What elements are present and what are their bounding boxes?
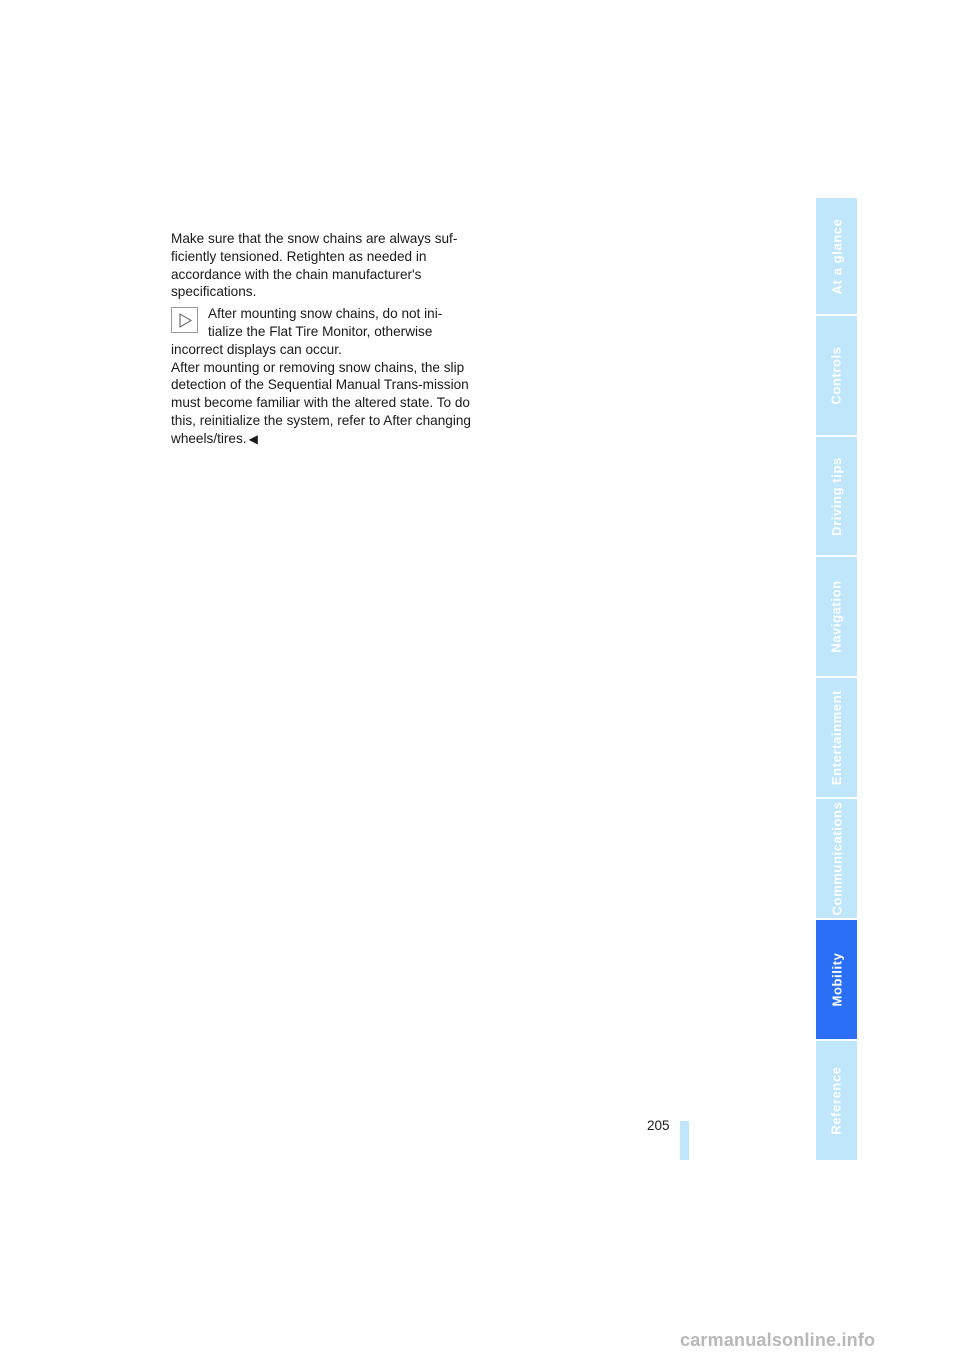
- caution-triangle-icon: [171, 307, 198, 333]
- page-number-bar: [680, 1121, 689, 1160]
- tab-reference[interactable]: [816, 1041, 857, 1160]
- tab-label: Communications: [829, 801, 845, 916]
- tab-label: At a glance: [829, 218, 844, 294]
- tab-label: Navigation: [829, 580, 844, 653]
- tab-driving-tips[interactable]: [816, 437, 857, 555]
- tab-communications[interactable]: [816, 799, 857, 918]
- tab-label: Driving tips: [829, 456, 844, 536]
- tab-label: Reference: [829, 1066, 844, 1135]
- chapter-tabs: [816, 198, 857, 1160]
- tab-mobility[interactable]: [816, 920, 857, 1039]
- notice-text-first: After mounting snow chains, do not ini-tialize the Flat Tire Monitor, otherwise: [208, 306, 443, 339]
- paragraph-slip-detection: [171, 359, 471, 449]
- tab-label: Controls: [829, 346, 844, 405]
- paragraph-snow-chain-tension: Make sure that the snow chains are always suf-ficiently tensioned. Retighten as needed in accordance with the chain manufacturer's specifications.: [171, 231, 458, 300]
- paragraph-slip-detection-text: After mounting or removing snow chains, the slip detection of the Sequential Manual Trans-mission must become familiar with the altered state. To do this, reinitialize the system, refer to After changing wheels/tires.: [171, 359, 471, 446]
- watermark: carmanualsonline.info: [680, 1330, 876, 1350]
- notice-text-rest: incorrect displays can occur.: [171, 341, 342, 357]
- tab-navigation[interactable]: [816, 557, 857, 676]
- page-content: [171, 230, 471, 449]
- end-mark-icon: ◀: [248, 431, 258, 446]
- tab-controls[interactable]: [816, 316, 857, 435]
- tab-entertainment[interactable]: [816, 678, 857, 797]
- page-number: 205: [647, 1118, 670, 1133]
- tab-at-a-glance[interactable]: [816, 198, 857, 314]
- notice-flat-tire-monitor: [171, 305, 471, 358]
- tab-label: Mobility: [829, 952, 844, 1007]
- tab-label: Entertainment: [829, 689, 845, 786]
